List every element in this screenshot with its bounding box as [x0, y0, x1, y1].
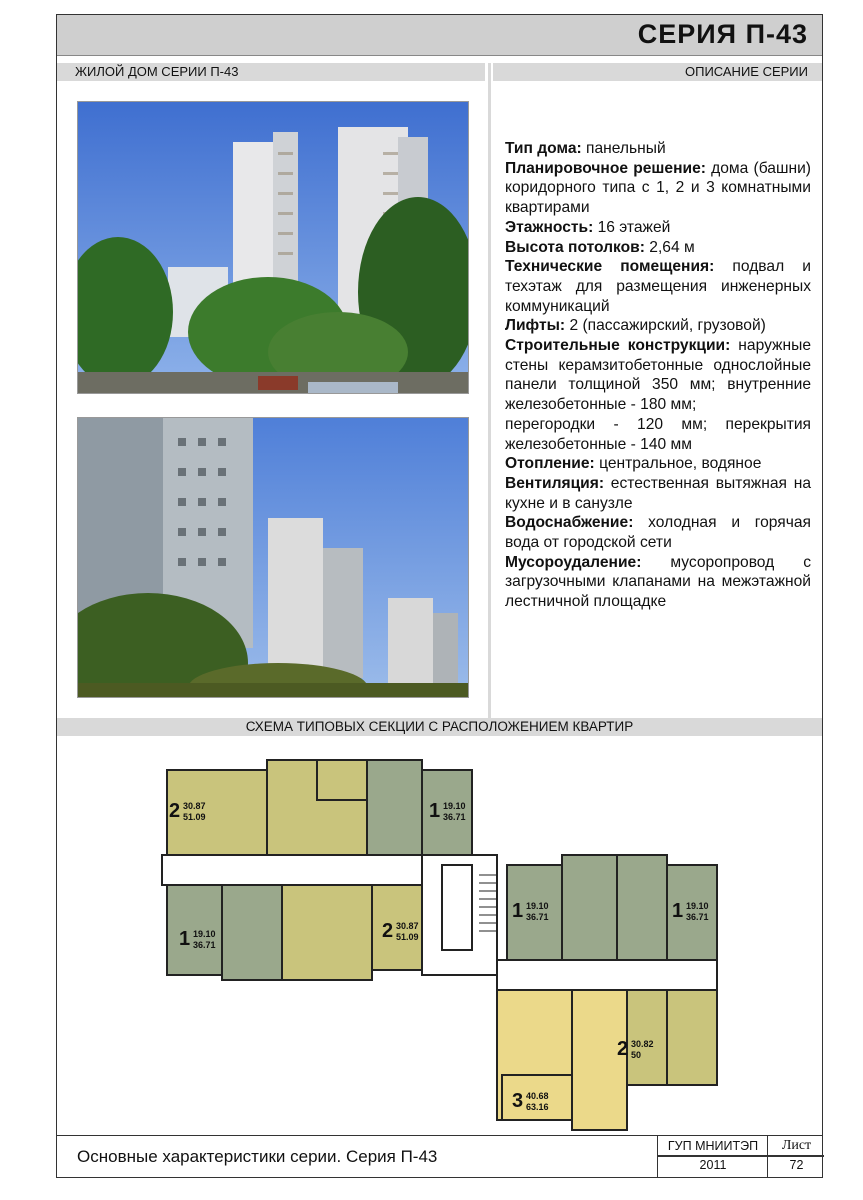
- description-item: [505, 257, 811, 316]
- description-item: [505, 415, 811, 454]
- apartment-rooms: 2: [617, 1038, 629, 1060]
- description-label: Планировочное решение:: [505, 159, 706, 177]
- apartment-living-area: 19.10: [686, 901, 709, 911]
- description-text: 2,64 м: [644, 238, 695, 256]
- apartment-rooms: 1: [672, 900, 684, 922]
- apartment-total-area: 36.71: [526, 912, 549, 922]
- column-divider: [488, 63, 491, 718]
- description-text: перегородки - 120 мм; перекрытия железобетонные - 140 мм: [505, 415, 811, 453]
- floor-plan: [157, 755, 727, 1135]
- description-item: [505, 474, 811, 513]
- description-label: Мусороудаление:: [505, 553, 642, 571]
- year: 2011: [699, 1158, 727, 1172]
- header-bar: [57, 15, 822, 56]
- organization-cell: [657, 1136, 768, 1177]
- description-label: Лифты:: [505, 317, 566, 335]
- apartment-rooms: 2: [169, 800, 181, 822]
- description-text: 2 (пассажирский, грузовой): [565, 317, 766, 335]
- description-item: [505, 139, 811, 159]
- description-label: Строительные конструкции:: [505, 337, 731, 355]
- building-photo-1: [77, 101, 469, 394]
- description-label: Отопление:: [505, 455, 595, 473]
- description-text: подвал и техэтаж для размещения инженерных коммуникаций: [505, 258, 811, 315]
- building-photo-2: [77, 417, 469, 698]
- description-text: дома (башни) коридорного типа с 1, 2 и 3 комнатными квартирами: [505, 159, 811, 217]
- description-label: Высота потолков:: [505, 238, 645, 256]
- description-label: Водоснабжение:: [505, 514, 634, 532]
- description-label: Технические помещения:: [505, 258, 715, 276]
- description-text: мусоропровод с загрузочными клапанами на межэтажной лестничной площадке: [505, 553, 811, 611]
- description-text: естественная вытяжная на кухне и в санузле: [505, 474, 811, 512]
- description-item: [505, 238, 811, 258]
- title-block-divider: [657, 1155, 824, 1157]
- sheet-label: Лист: [781, 1138, 812, 1153]
- description-text: 16 этажей: [593, 218, 671, 236]
- apartment-total-area: 51.09: [183, 812, 206, 822]
- series-description: [505, 139, 811, 612]
- description-text: наружные стены керамзитобетонные однослойные панели толщиной 350 мм; внутренние железобетонные - 180 мм;: [505, 337, 811, 414]
- apartment-rooms: 2: [382, 920, 394, 942]
- description-item: [505, 513, 811, 552]
- apartment-rooms: 1: [512, 900, 524, 922]
- apartment-total-area: 63.16: [526, 1102, 549, 1112]
- description-item: [505, 336, 811, 415]
- description-item: [505, 159, 811, 218]
- description-label: Вентиляция:: [505, 474, 605, 492]
- description-text: центральное, водяное: [594, 455, 762, 473]
- description-item: [505, 218, 811, 238]
- page-title: СЕРИЯ П-43: [637, 19, 808, 49]
- sheet-number: 72: [789, 1158, 804, 1172]
- description-label: Этажность:: [505, 218, 594, 236]
- apartment-total-area: 36.71: [686, 912, 709, 922]
- description-text: холодная и горячая вода от городской сети: [505, 514, 811, 552]
- section-title-right: ОПИСАНИЕ СЕРИИ: [493, 63, 822, 81]
- scheme-title: СХЕМА ТИПОВЫХ СЕКЦИИ С РАСПОЛОЖЕНИЕМ КВАРТИР: [57, 718, 822, 736]
- apartment-living-area: 19.10: [193, 929, 216, 939]
- apartment-living-area: 30.87: [183, 801, 206, 811]
- apartment-living-area: 19.10: [443, 801, 466, 811]
- apartment-rooms: 3: [512, 1090, 524, 1112]
- apartment-rooms: 1: [179, 928, 191, 950]
- footer-caption: Основные характеристики серии. Серия П-43: [77, 1147, 438, 1166]
- description-item: [505, 553, 811, 612]
- apartment-total-area: 50: [631, 1050, 642, 1060]
- section-title-left: ЖИЛОЙ ДОМ СЕРИИ П-43: [57, 63, 485, 81]
- apartment-total-area: 51.09: [396, 932, 419, 942]
- apartment-total-area: 36.71: [443, 812, 466, 822]
- organization-name: ГУП МНИИТЭП: [667, 1139, 759, 1153]
- description-item: [505, 454, 811, 474]
- title-block: [57, 1135, 822, 1177]
- description-text: панельный: [581, 140, 666, 157]
- apartment-total-area: 36.71: [193, 940, 216, 950]
- sheet-cell: [767, 1136, 825, 1177]
- apartment-living-area: 40.68: [526, 1091, 549, 1101]
- description-item: [505, 316, 811, 336]
- apartment-living-area: 30.82: [631, 1039, 654, 1049]
- apartment-living-area: 19.10: [526, 901, 549, 911]
- apartment-rooms: 1: [429, 800, 441, 822]
- apartment-living-area: 30.87: [396, 921, 419, 931]
- document-sheet: [56, 14, 823, 1178]
- description-label: Тип дома:: [505, 140, 582, 157]
